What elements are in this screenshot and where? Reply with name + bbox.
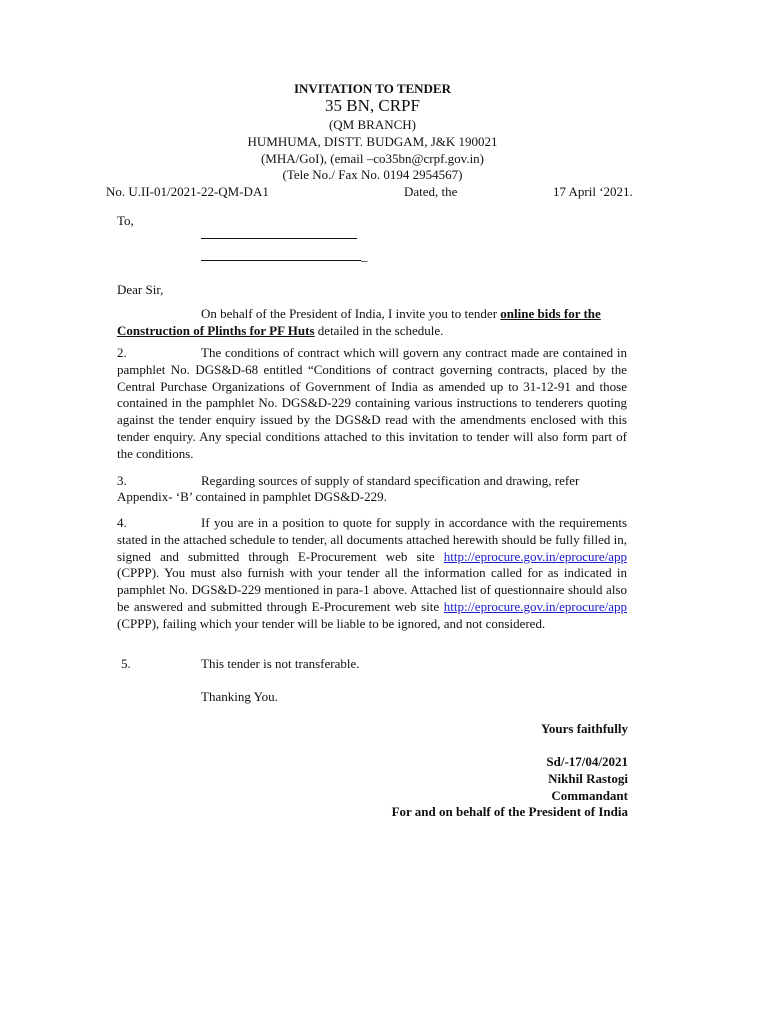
ministry-email-line: (MHA/GoI), (email –co35bn@crpf.gov.in) (260, 151, 485, 166)
paragraph-2-text: The conditions of contract which will govern any contract made are contained in pamphlet No. DGS&D-68 entitled “Conditions of contract governing contracts, placed by the Central Purchase Organizations of Government of India as amended up to 31-12-91 and those contained in the pamphlet No. DGS&D-229 containing various instructions to tenderers quoting against the tender enquiry issued by the DGS&D read with the amendments enclosed with this tender enquiry. Any special conditions attached to this invitation to tender will also form part of the conditions. (117, 345, 627, 461)
intro-line-1 (201, 305, 601, 322)
reference-number: No. U.II-01/2021-22-QM-DA1 (106, 184, 269, 199)
eprocure-link-2[interactable]: http://eprocure.gov.in/eprocure/app (443, 598, 627, 614)
paragraph-4-text-c: (CPPP), failing which your tender will be liable to be ignored, and not considered. (117, 615, 546, 631)
addressee-blank-line-1 (201, 238, 357, 239)
letter-date: 17 April ‘2021. (553, 184, 633, 199)
addressee-blank-line-2 (201, 260, 361, 261)
paragraph-4-text-b: (CPPP). You must also furnish with your tender all the information called for as indicated in pamphlet No. DGS&D-229 mentioned in para-1 above. Attached list of questionnaire should also be answered and submitted through E-Procurement web site (117, 565, 627, 614)
branch-name: (QM BRANCH) (328, 117, 417, 132)
unit-name: 35 BN, CRPF (325, 96, 420, 115)
paragraph-4-text-a: If you are in a position to quote for supply in accordance with the requirements stated in the attached schedule to tender, all documents attached herewith should be fully filled in, signed and submitted through E-Procurement web site (117, 515, 627, 564)
salutation: Dear Sir, (117, 282, 164, 297)
valediction: Yours faithfully (540, 721, 628, 736)
paragraph-4-number: 4. (117, 515, 127, 530)
thanks-line: Thanking You. (201, 689, 278, 704)
dated-label: Dated, the (404, 184, 458, 199)
intro-text-after: detailed in the schedule. (314, 323, 444, 338)
eprocure-link-1[interactable]: http://eprocure.gov.in/eprocure/app (443, 548, 627, 564)
paragraph-2-number: 2. (117, 345, 127, 360)
signature-date: Sd/-17/04/2021 (546, 754, 628, 769)
paragraph-3-line-1 (117, 472, 579, 489)
paragraph-2 (117, 345, 627, 463)
signatory-rank: Commandant (551, 788, 628, 803)
signatory-behalf: For and on behalf of the President of India (391, 804, 628, 819)
intro-emphasis-1: online bids for the (500, 306, 601, 321)
signatory-name: Nikhil Rastogi (548, 771, 628, 786)
paragraph-4 (117, 515, 627, 633)
paragraph-5-number: 5. (121, 656, 131, 671)
document-title: INVITATION TO TENDER (293, 81, 451, 96)
paragraph-3-number: 3. (117, 473, 127, 488)
paragraph-3-line-2: Appendix- ‘B’ contained in pamphlet DGS&D-229. (117, 489, 387, 504)
intro-line-2 (117, 322, 443, 339)
paragraph-3-text: Regarding sources of supply of standard specification and drawing, refer (201, 473, 580, 488)
intro-emphasis-2: Construction of Plinths for PF Huts (117, 323, 315, 338)
address-line: HUMHUMA, DISTT. BUDGAM, J&K 190021 (247, 134, 498, 149)
addressee-line-suffix: _ (361, 248, 368, 263)
intro-text-before: On behalf of the President of India, I invite you to tender (201, 306, 501, 321)
phone-line: (Tele No./ Fax No. 0194 2954567) (282, 167, 463, 182)
to-label: To, (117, 213, 134, 228)
paragraph-5-text: This tender is not transferable. (201, 656, 360, 671)
